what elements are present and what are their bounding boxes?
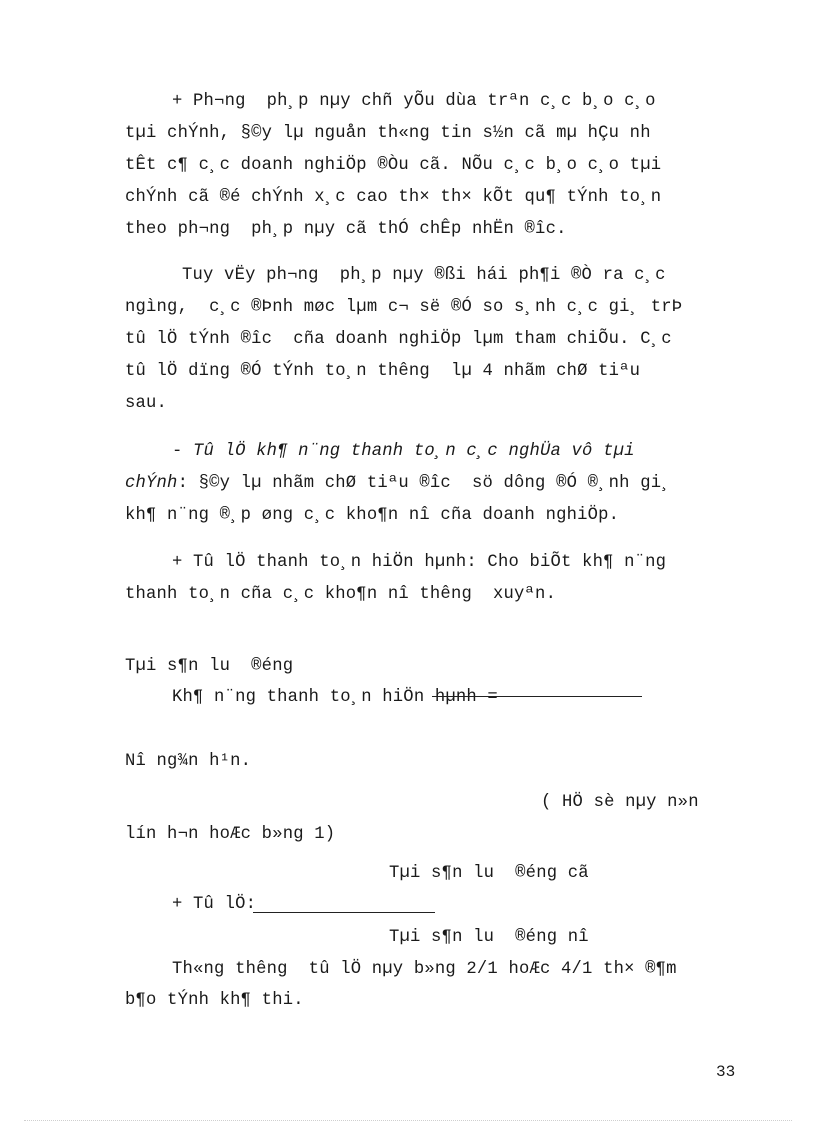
note-line-2: lín h¬n hoÆc b»ng 1)	[125, 825, 336, 844]
note-line-1: ( HÖ sè nµy n»n	[541, 793, 699, 812]
paragraph-2-line-3: tû lÖ tÝnh ®îc cña doanh nghiÖp lµm tham chiÕu. C¸c	[125, 330, 672, 349]
bullet-dash: -	[172, 442, 183, 461]
paragraph-5-line-2: b¶o tÝnh kh¶ thi.	[125, 991, 304, 1010]
definition-text: : §©y lµ nhãm chØ tiªu ®îc sö dông ®Ó ®¸nh gi¸	[177, 474, 672, 493]
formula-2-fraction-line	[253, 912, 435, 913]
paragraph-5-line-1: Th«ng thêng tû lÖ nµy b»ng 2/1 hoÆc 4/1 th× ®¶m	[172, 960, 677, 979]
paragraph-1-line-4: chÝnh cã ®é chÝnh x¸c cao th× th× kÕt qu¶ tÝnh to¸n	[125, 188, 662, 207]
paragraph-1-line-1: + Ph¬ng ph¸p nµy chñ yÕu dùa trªn c¸c b¸o c¸o	[172, 92, 656, 111]
paragraph-4-line-2: thanh to¸n cña c¸c kho¶n nî thêng xuyªn.	[125, 585, 557, 604]
formula-1-numerator: Tµi s¶n lu ®éng	[125, 657, 294, 676]
paragraph-2-line-4: tû lÖ dïng ®Ó tÝnh to¸n thêng lµ 4 nhãm chØ tiªu	[125, 362, 641, 381]
formula-1-fraction-line	[432, 696, 642, 697]
formula-2-numerator: Tµi s¶n lu ®éng cã	[389, 864, 589, 883]
paragraph-1-line-2: tµi chÝnh, §©y lµ nguån th«ng tin s½n cã mµ hÇu nh	[125, 124, 651, 143]
formula-2-label: + Tû lÖ:	[172, 895, 257, 914]
formula-1-label: Kh¶ n¨ng thanh to¸n hiÖn hµnh =	[172, 688, 498, 707]
paragraph-3-line-2	[125, 474, 672, 494]
paragraph-1-line-3: tÊt c¶ c¸c doanh nghiÖp ®Òu cã. NÕu c¸c b¸o c¸o tµi	[125, 156, 662, 175]
paragraph-2-line-1: Tuy vËy ph¬ng ph¸p nµy ®ßi hái ph¶i ®Ò ra c¸c	[182, 266, 666, 285]
formula-1-denominator: Nî ng¾n h¹n.	[125, 752, 252, 771]
paragraph-3-line-1	[172, 442, 635, 462]
heading-italic: Tû lÖ kh¶ n¨ng thanh to¸n c¸c nghÜa vô tµi	[193, 442, 635, 461]
paragraph-3-line-3: kh¶ n¨ng ®¸p øng c¸c kho¶n nî cña doanh nghiÖp.	[125, 506, 620, 525]
paragraph-2-line-5: sau.	[125, 394, 168, 413]
paragraph-2-line-2: ngìng, c¸c ®Þnh møc lµm c¬ së ®Ó so s¸nh c¸c gi¸ trÞ	[125, 298, 683, 317]
paragraph-1-line-5: theo ph¬ng ph¸p nµy cã thÓ chÊp nhËn ®îc.	[125, 220, 567, 239]
page-number: 33	[716, 1063, 736, 1081]
footer-divider	[24, 1120, 792, 1121]
heading-italic-tail: chÝnh	[125, 474, 178, 493]
formula-2-denominator: Tµi s¶n lu ®éng nî	[389, 928, 589, 947]
paragraph-4-line-1: + Tû lÖ thanh to¸n hiÖn hµnh: Cho biÕt kh¶ n¨ng	[172, 553, 667, 572]
